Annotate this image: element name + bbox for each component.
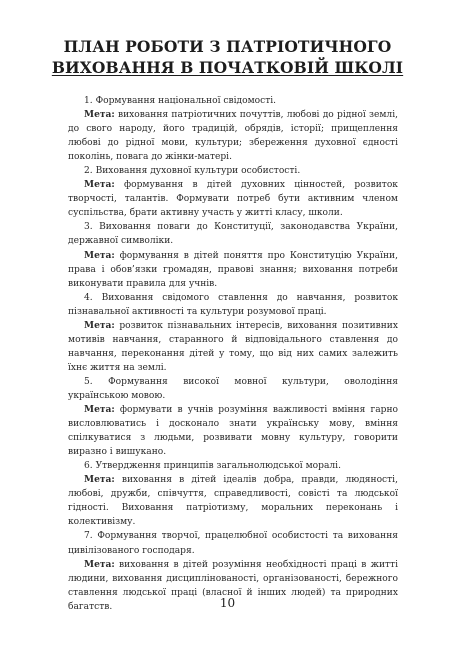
goal-label: Мета: — [84, 249, 115, 261]
section-goal — [68, 249, 398, 291]
goal-text: виховання патріотичних почуттів, любові до рідної землі, до свого народу, його традицій, обрядів, історії; прищеплення любові до рідної мови, культури; збереження духовної єдності поколінь, повага до жінки-матері. — [68, 110, 398, 163]
goal-text: виховання в дітей ідеалів добра, правди, людяності, любові, дружби, співчуття, справедливості, совісті та людської гідності. Виховання патріотизму, моральних переконань і колективізму. — [68, 475, 398, 528]
goal-text: формувати в учнів розуміння важливості вміння гарно висловлюватись і досконало знати українську мову, вміння спілкуватися з людьми, розвивати мовну культуру, говорити виразно і вишукано. — [68, 405, 398, 458]
section-heading: 1. Формування національної свідомості. — [84, 96, 277, 106]
plan-body — [68, 94, 398, 614]
title-line-2: ВИХОВАННЯ В ПОЧАТКОВІЙ ШКОЛІ — [51, 58, 404, 77]
section-heading: 5. Формування високої мовної культури, оволодіння українською мовою. — [68, 376, 398, 401]
goal-text: формування в дітей духовних цінностей, розвиток творчості, талантів. Формувати потреб бути активним членом суспільства, брати активну участь у житті класу, школи. — [68, 180, 398, 219]
goal-text: виховання в дітей розуміння необхідності праці в житті людини, виховання дисциплінованості, організованості, бережного ставлення людської праці (власної й інших людей) та природних багатств. — [68, 559, 398, 612]
section-heading: 7. Формування творчої, працелюбної особистості та виховання цивілізованого господаря. — [68, 531, 398, 556]
section-goal — [68, 473, 398, 529]
goal-text: розвиток пізнавальних інтересів, виховання позитивних мотивів навчання, старанного й відповідального ставлення до навчання, переконання дітей у тому, що від них самих залежить їхнє життя на землі. — [68, 320, 398, 373]
page-title — [30, 36, 425, 78]
section-goal — [68, 403, 398, 459]
goal-label: Мета: — [84, 109, 115, 121]
goal-label: Мета: — [84, 558, 115, 570]
section-goal — [68, 108, 398, 164]
section-goal — [68, 319, 398, 375]
section-heading: 2. Виховання духовної культури особистості. — [84, 166, 301, 177]
section-heading: 3. Виховання поваги до Конституції, законодавства України, державної символіки. — [68, 222, 398, 247]
page-number: 10 — [219, 596, 236, 610]
section-heading: 4. Виховання свідомого ставлення до навчання, розвиток пізнавальної активності та культури розумової праці. — [68, 292, 398, 317]
section-heading: 6. Утвердження принципів загальнолюдської моралі. — [84, 461, 341, 472]
goal-label: Мета: — [84, 404, 115, 416]
goal-label: Мета: — [84, 179, 115, 191]
goal-text: формування в дітей поняття про Конституцію України, права і обов’язки громадян, правові знання; виховання потреби виконувати правила для учнів. — [68, 250, 398, 289]
title-line-1: ПЛАН РОБОТИ З ПАТРІОТИЧНОГО — [63, 37, 392, 56]
goal-label: Мета: — [84, 319, 115, 331]
goal-label: Мета: — [84, 474, 115, 486]
section-goal — [68, 178, 398, 220]
